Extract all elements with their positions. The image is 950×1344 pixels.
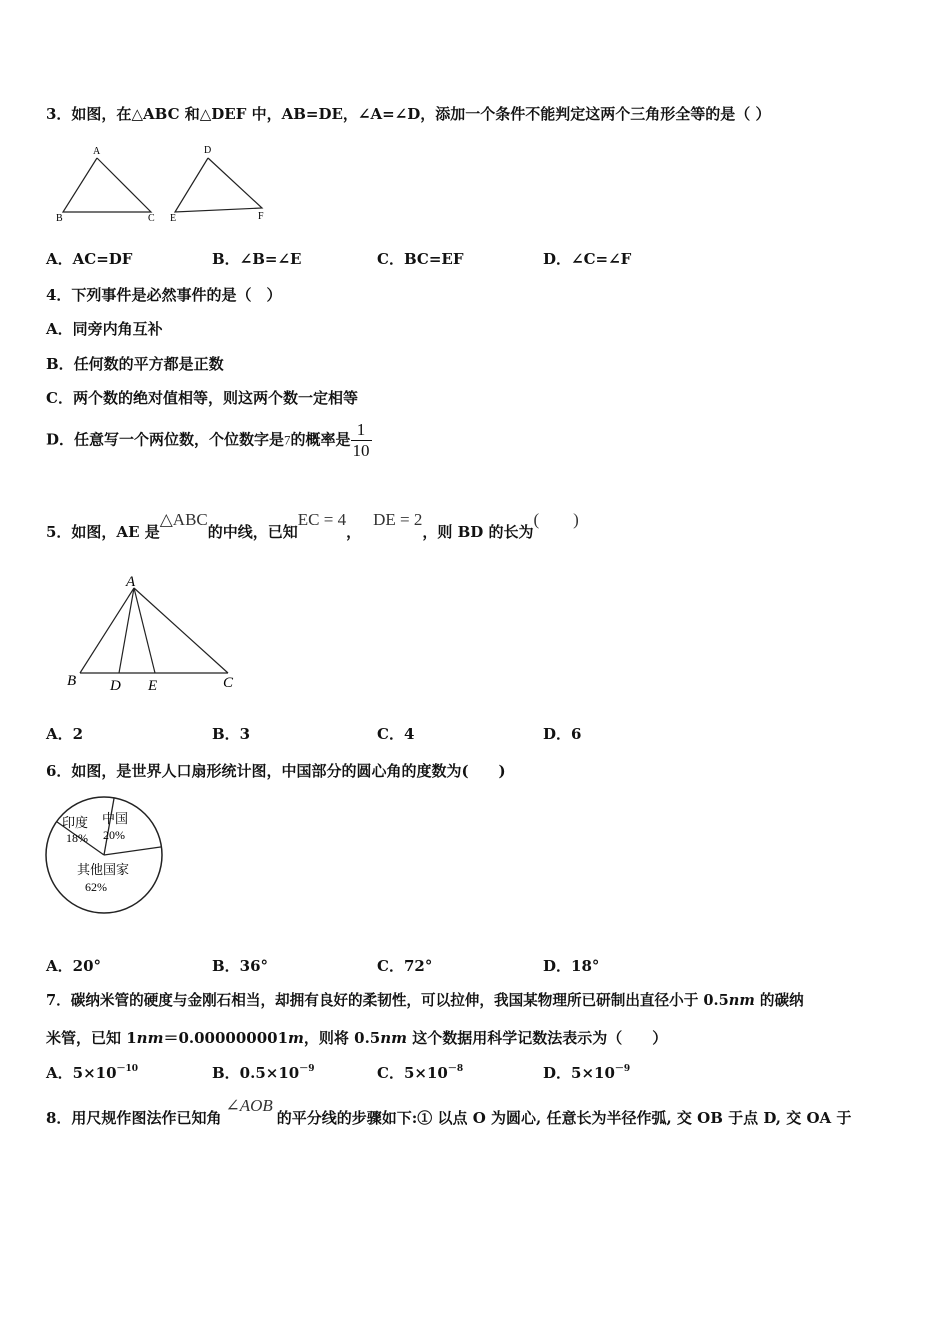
q7-option-b-base: B．0.5×10: [212, 1064, 300, 1082]
q4-stem: 4．下列事件是必然事件的是（ ）: [46, 286, 282, 304]
q7-line2-unit3: nm: [380, 1029, 408, 1047]
label-E: E: [148, 678, 158, 694]
q3-option-d[interactable]: D．∠C=∠F: [543, 250, 632, 268]
q7-line2d: 这个数据用科学记数法表示为（ ）: [407, 1029, 668, 1047]
probability-fraction: [351, 420, 372, 461]
q5-ec: EC = 4: [297, 510, 347, 529]
pie-boundary-中国: [104, 798, 114, 855]
q5-mid2: ，则 BD 的长为: [422, 523, 534, 541]
q4-option-d-mid: 的概率是: [290, 430, 351, 449]
q7-line1b: 的碳纳: [754, 992, 804, 1009]
q7-option-c-base: C．5×10: [377, 1064, 448, 1082]
q5-triangle-figure: [62, 572, 262, 697]
q7-option-d-exp: －9: [614, 1064, 631, 1074]
q7-option-a-exp: －10: [116, 1064, 139, 1074]
q7-option-a-base: A．5×10: [46, 1064, 117, 1082]
china-label: 中国: [102, 811, 129, 826]
q7-option-d-base: D．5×10: [543, 1064, 615, 1082]
label-F: F: [258, 211, 264, 222]
q3-triangles-figure: [50, 140, 280, 230]
fraction-numerator: 1: [351, 420, 372, 441]
q5-option-b[interactable]: B．3: [212, 725, 251, 743]
q6-stem: 6．如图，是世界人口扇形统计图，中国部分的圆心角的度数为( ): [46, 762, 506, 780]
label-A: A: [93, 146, 101, 157]
q4-option-b[interactable]: B．任何数的平方都是正数: [46, 355, 224, 373]
q5-triangle: △ABC: [159, 510, 208, 529]
q4-option-a[interactable]: A．同旁内角互补: [46, 320, 163, 338]
q7-line2-unit2: m: [288, 1029, 304, 1047]
q5-option-d[interactable]: D．6: [543, 725, 582, 743]
q7-line1a: 7．碳纳米管的硬度与金刚石相当，却拥有良好的柔韧性，可以拉伸，我国某物理所已研制出直径小于 0.5: [46, 992, 729, 1009]
label-B: B: [67, 673, 77, 689]
q6-option-d[interactable]: D．18°: [543, 957, 600, 975]
fraction-denominator: 10: [352, 441, 370, 460]
q4-option-d-prefix: D．任意写一个两位数，个位数字是: [46, 430, 285, 449]
china-pct: 20%: [103, 828, 125, 842]
q5-paren: ( ): [533, 510, 579, 529]
q5-mid1: 的中线，已知: [207, 523, 298, 541]
q8-stem: [46, 1095, 852, 1127]
q8-prefix: 8．用尺规作图法作已知角: [46, 1109, 222, 1127]
q3-option-a[interactable]: A．AC=DF: [46, 250, 133, 268]
q4-option-d-digit: 7: [284, 432, 291, 448]
q7-line1-unit: nm: [728, 992, 755, 1009]
label-B: B: [56, 213, 63, 224]
q6-option-a[interactable]: A．20°: [46, 957, 102, 975]
q8-angle: ∠AOB: [225, 1096, 273, 1115]
q8-rest: 的平分线的步骤如下:① 以点 O 为圆心, 任意长为半径作弧, 交 OB 于点 D, 交 OA 于: [276, 1109, 852, 1127]
q7-option-c[interactable]: [377, 1061, 463, 1083]
label-A: A: [126, 574, 136, 590]
label-D: D: [110, 678, 121, 694]
pie-boundary-其他国家: [104, 847, 161, 855]
q7-option-d[interactable]: [543, 1061, 630, 1083]
q6-option-c[interactable]: C．72°: [377, 957, 433, 975]
q6-option-b[interactable]: B．36°: [212, 957, 269, 975]
label-E: E: [170, 213, 177, 224]
q7-line2c: ，则将 0.5: [303, 1029, 381, 1047]
q7-option-a[interactable]: [46, 1061, 138, 1083]
q7-stem-line2: [46, 1027, 667, 1048]
q7-line2-unit1: nm: [136, 1029, 164, 1047]
q7-line2a: 米管，已知 1: [46, 1029, 137, 1047]
world-population-pie-chart: [40, 790, 170, 920]
label-C: C: [223, 675, 234, 691]
other-label: 其他国家: [77, 862, 130, 877]
q3-option-c[interactable]: C．BC=EF: [377, 250, 464, 268]
q7-option-b-exp: －9: [299, 1064, 315, 1074]
label-D: D: [204, 145, 212, 156]
q4-option-d[interactable]: [46, 420, 372, 461]
india-pct: 18%: [66, 831, 88, 845]
q5-de: DE = 2: [373, 510, 423, 529]
label-C: C: [148, 213, 155, 224]
q7-option-c-exp: －8: [447, 1064, 464, 1074]
india-label: 印度: [62, 815, 89, 830]
q5-prefix: 5．如图，AE 是: [46, 523, 160, 541]
q5-option-c[interactable]: C．4: [377, 725, 415, 743]
other-pct: 62%: [85, 880, 107, 894]
q3-stem: 3．如图，在△ABC 和△DEF 中，AB=DE，∠A=∠D，添加一个条件不能判定这两个三角形全等的是（ ）: [46, 105, 771, 123]
q7-stem-line1: [46, 989, 804, 1010]
q5-stem: [46, 505, 579, 541]
q7-line2b: ＝0.000000001: [163, 1029, 289, 1047]
q3-option-b[interactable]: B．∠B=∠E: [212, 250, 302, 268]
q7-option-b[interactable]: [212, 1061, 314, 1083]
q5-sep: ，: [346, 523, 362, 541]
q5-option-a[interactable]: A．2: [46, 725, 84, 743]
q4-option-c[interactable]: C．两个数的绝对值相等，则这两个数一定相等: [46, 389, 358, 407]
